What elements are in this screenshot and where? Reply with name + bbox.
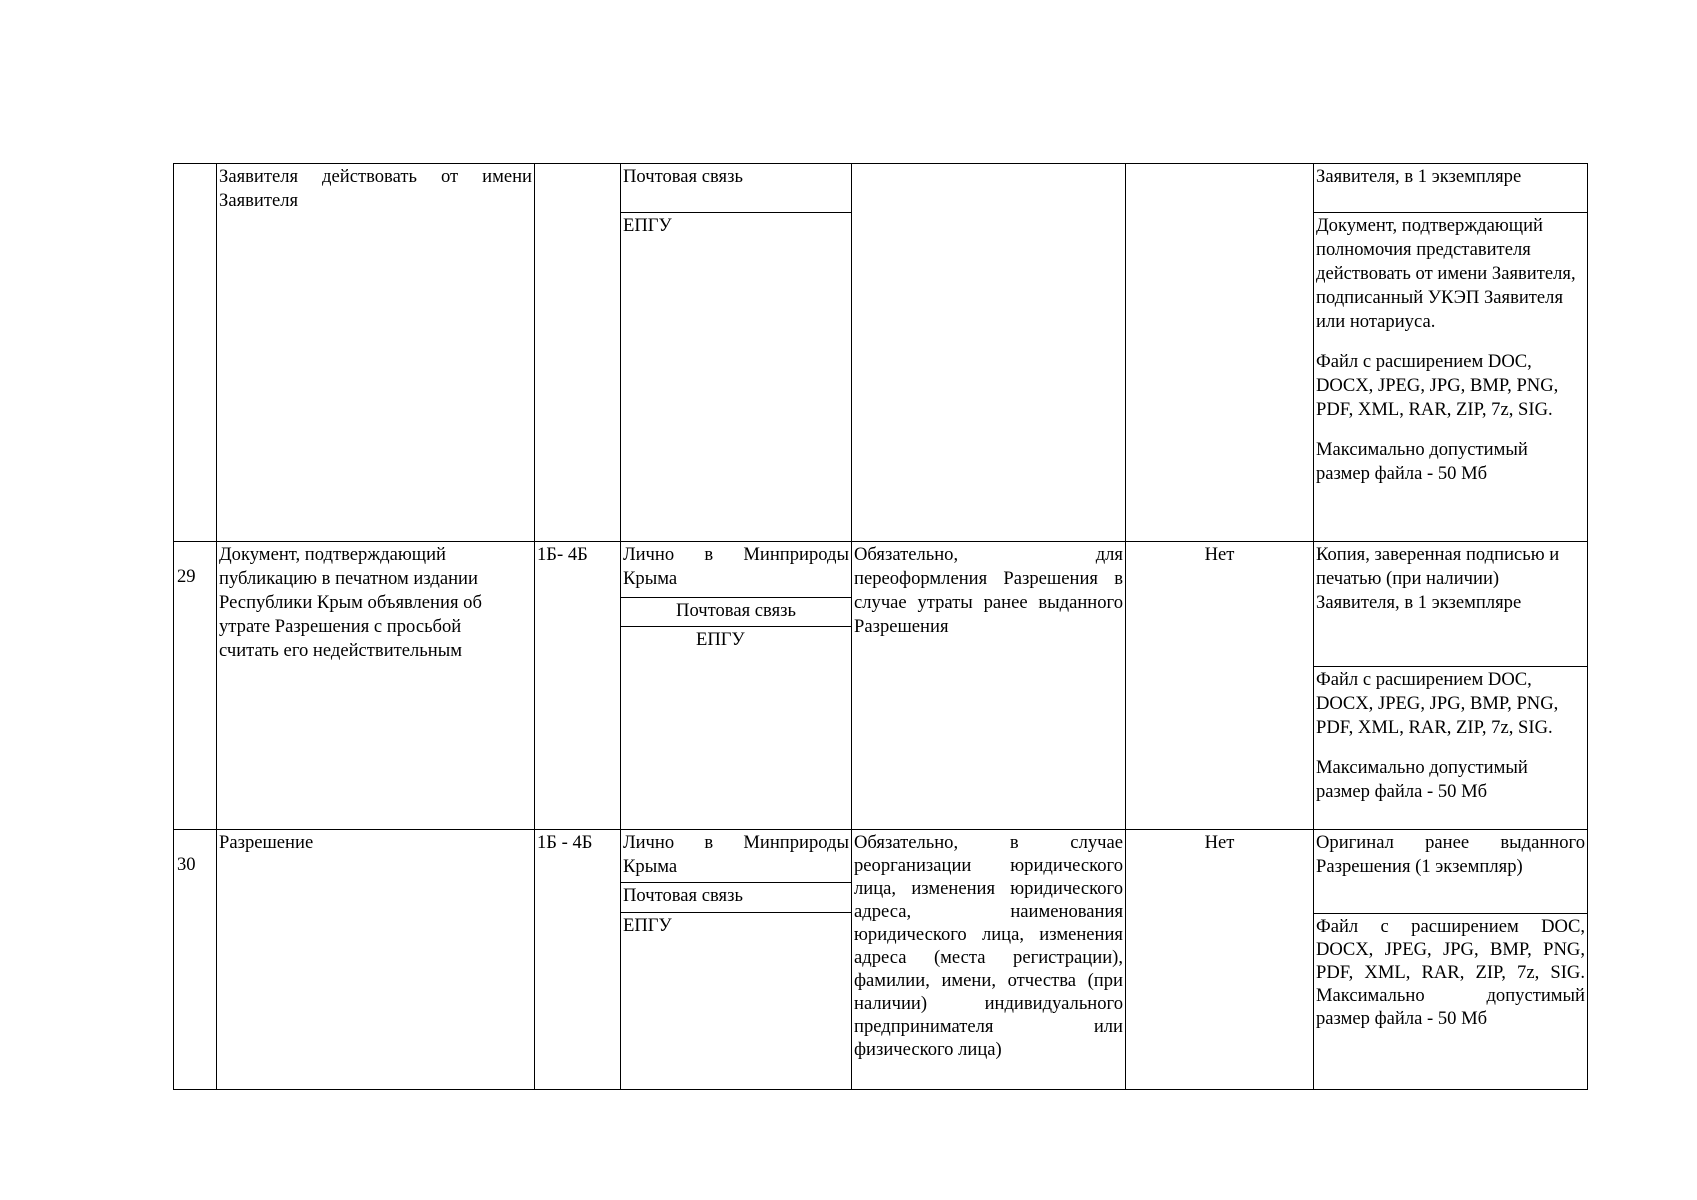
requirements-table xyxy=(173,163,1588,1090)
document-name-cell: Заявителя действовать от имени Заявителя xyxy=(219,166,532,211)
channel-cell: Лично в Минприроды Крыма xyxy=(623,832,849,877)
category-cell: 1Б- 4Б xyxy=(537,544,588,565)
requirement-cell xyxy=(1313,667,1587,804)
requirement-cell: Файл с расширением DOC, DOCX, JPEG, JPG, BMP, PNG, PDF, XML, RAR, ZIP, 7z, SIG. Максимально допустимый размер файла - 50 Мб xyxy=(1316,916,1585,1029)
document-name-cell: Документ, подтверждающий публикацию в печатном издании Республики Крым объявления об утрате Разрешения с просьбой считать его недействительным xyxy=(219,544,482,661)
channel-cell: Почтовая связь xyxy=(623,166,743,187)
requirement-cell: Копия, заверенная подписью и печатью (при наличии) Заявителя, в 1 экземпляре xyxy=(1316,544,1560,613)
requirement-text: Документ, подтверждающий полномочия представителя действовать от имени Заявителя, подписанный УКЭП Заявителя или нотариуса. xyxy=(1316,215,1576,332)
category-cell: 1Б - 4Б xyxy=(537,832,593,853)
requirement-text: Максимально допустимый размер файла - 50 Мб xyxy=(1316,439,1528,484)
requirement-text: Файл с расширением DOC, DOCX, JPEG, JPG, BMP, PNG, PDF, XML, RAR, ZIP, 7z, SIG. xyxy=(1316,351,1559,420)
column-divider xyxy=(1125,164,1126,1089)
requirement-cell: Заявителя, в 1 экземпляре xyxy=(1316,166,1522,187)
row-number: 30 xyxy=(177,854,196,875)
column-divider xyxy=(534,164,535,1089)
document-name-cell: Разрешение xyxy=(219,832,314,853)
form-required-cell: Нет xyxy=(1204,544,1235,565)
channel-cell: Лично в Минприроды Крыма xyxy=(623,544,849,589)
form-required-cell: Нет xyxy=(1204,832,1235,853)
condition-cell: Обязательно, в случае реорганизации юридического лица, изменения юридического адреса, наименования юридического лица, изменения адреса (места регистрации), фамилии, имени, отчества (при наличии) индивидуального предпринимателя или физического лица) xyxy=(854,832,1123,1060)
requirement-cell: Оригинал ранее выданного Разрешения (1 экземпляр) xyxy=(1316,832,1585,877)
channel-cell: Почтовая связь xyxy=(623,885,743,906)
condition-cell: Обязательно, для переоформления Разрешения в случае утраты ранее выданного Разрешения xyxy=(854,544,1123,637)
requirement-text: Файл с расширением DOC, DOCX, JPEG, JPG, BMP, PNG, PDF, XML, RAR, ZIP, 7z, SIG. xyxy=(1316,669,1559,738)
channel-cell: ЕПГУ xyxy=(623,215,672,236)
channel-cell: Почтовая связь xyxy=(676,600,796,621)
channel-cell: ЕПГУ xyxy=(696,629,745,650)
requirement-cell xyxy=(1313,213,1587,486)
requirement-text: Максимально допустимый размер файла - 50 Мб xyxy=(1316,757,1528,802)
channel-cell: ЕПГУ xyxy=(623,915,672,936)
row-number: 29 xyxy=(177,566,196,587)
